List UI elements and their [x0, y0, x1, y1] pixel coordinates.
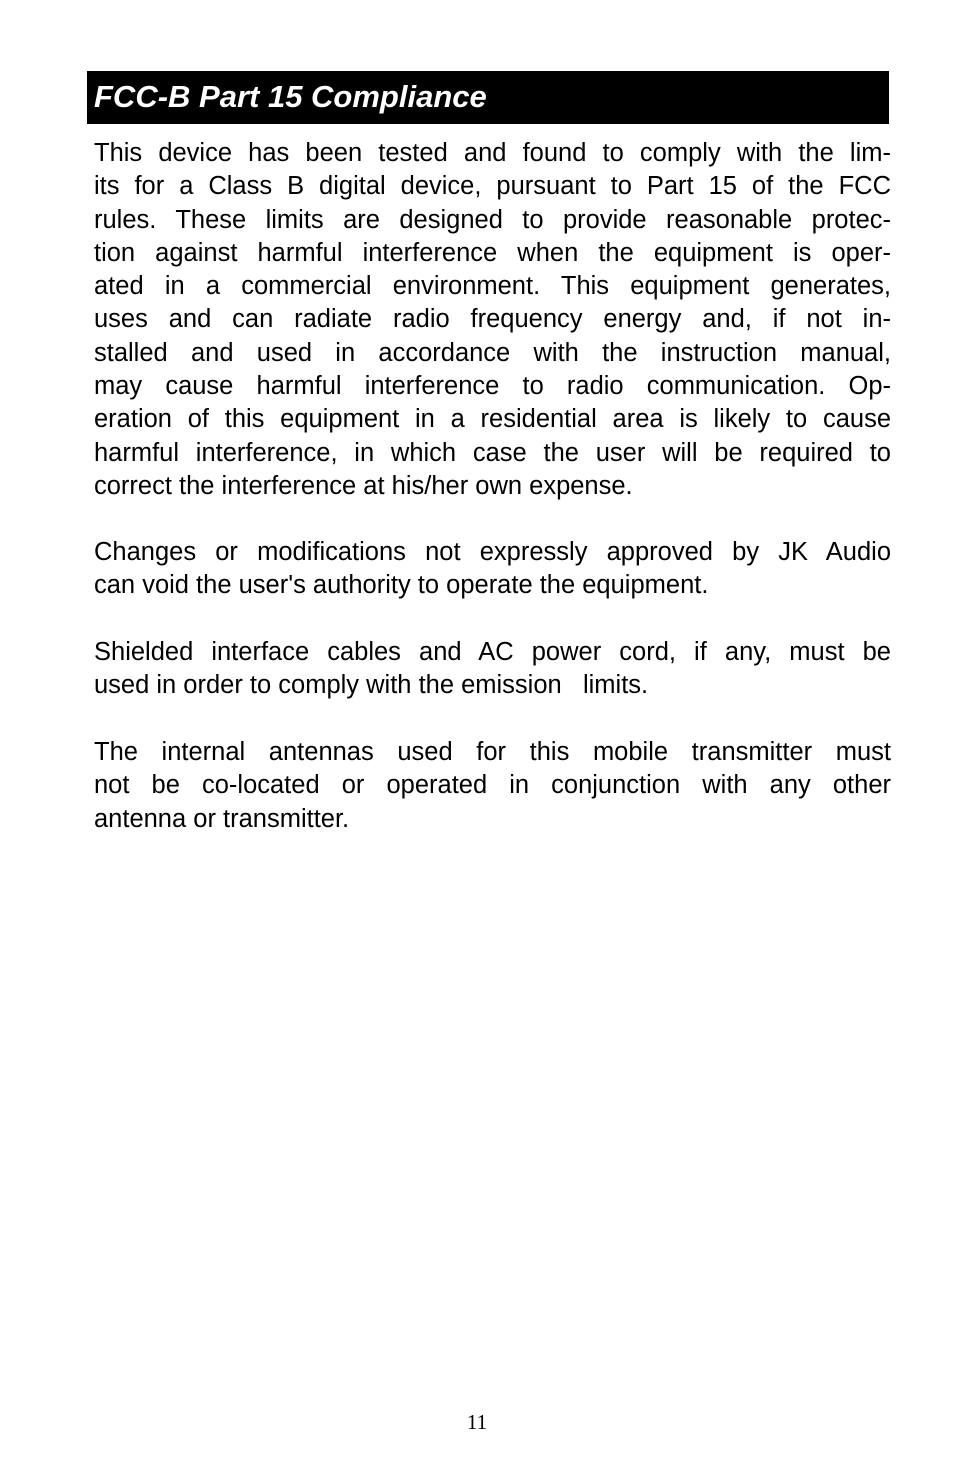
text-line: may cause harmful interference to radio communication. Op-: [94, 372, 891, 401]
page-number: 11: [466, 1410, 488, 1434]
section-title: FCC-B Part 15 Compliance: [94, 79, 487, 114]
text-line: correct the interference at his/her own expense.: [94, 471, 633, 500]
text-line: ated in a commercial environment. This equipment generates,: [94, 272, 891, 301]
text-line: Shielded interface cables and AC power cord, if any, must be: [94, 638, 891, 666]
text-line: rules. These limits are designed to provide reasonable protec-: [94, 205, 891, 234]
paragraph-modifications-warning: [94, 536, 891, 603]
text-line: antenna or transmitter.: [94, 804, 350, 833]
text-line: Changes or modifications not expressly approved by JK Audio: [94, 538, 891, 566]
text-line: tion against harmful interference when the equipment is oper-: [94, 238, 891, 267]
text-line: stalled and used in accordance with the instruction manual,: [94, 338, 891, 367]
text-line: not be co-located or operated in conjunction with any other: [94, 771, 891, 800]
text-line: The internal antennas used for this mobile transmitter must: [94, 738, 891, 766]
text-line: used in order to comply with the emission limits.: [94, 671, 649, 700]
paragraph-fcc-compliance-statement: [94, 137, 891, 503]
text-line: its for a Class B digital device, pursuant to Part 15 of the FCC: [94, 172, 891, 201]
text-line: eration of this equipment in a residential area is likely to cause: [94, 405, 891, 434]
text-line: uses and can radiate radio frequency energy and, if not in-: [94, 305, 891, 334]
paragraph-internal-antennas: [94, 736, 891, 836]
paragraph-shielded-cables: [94, 636, 891, 703]
text-line: harmful interference, in which case the user will be required to: [94, 438, 891, 467]
text-line: can void the user's authority to operate the equipment.: [94, 571, 709, 600]
section-header-bar: [87, 71, 889, 124]
text-line: This device has been tested and found to comply with the lim-: [94, 139, 891, 167]
